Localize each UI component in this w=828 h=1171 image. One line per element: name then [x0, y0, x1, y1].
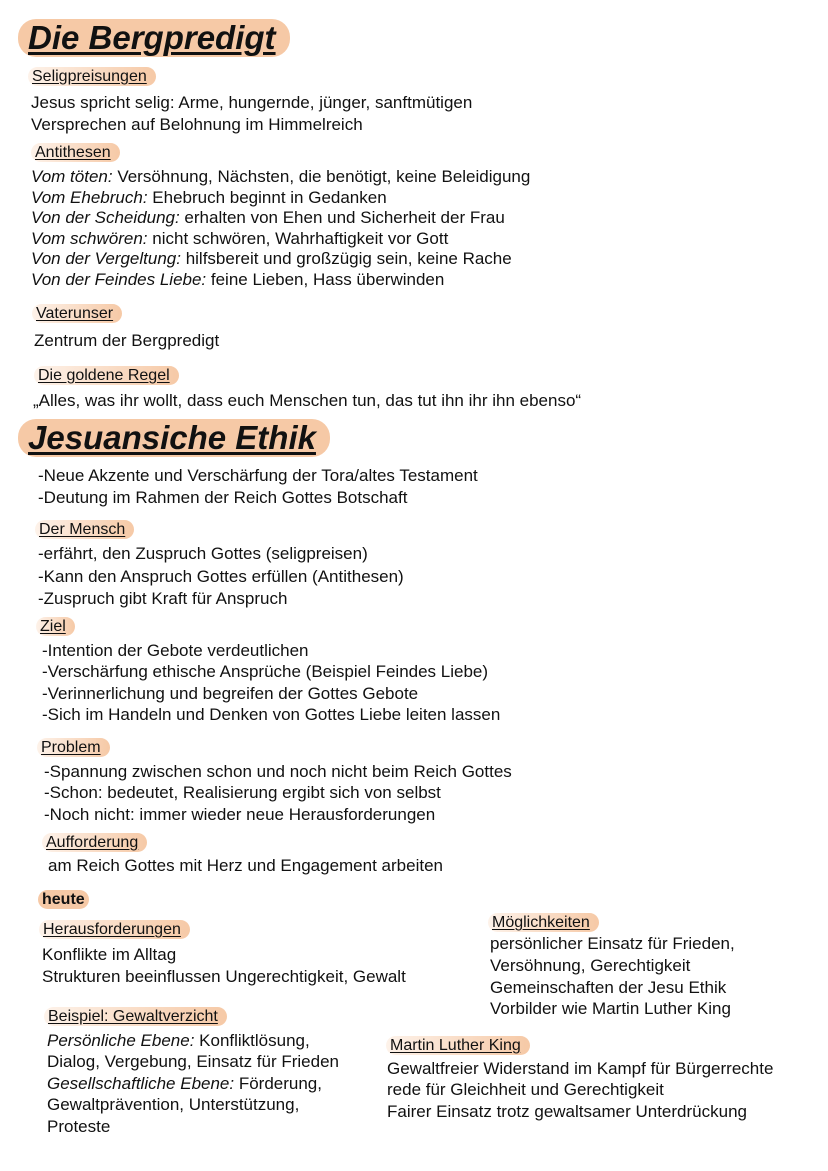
- seligpreisungen-line-1: Jesus spricht selig: Arme, hungernde, jünger, sanftmütigen: [31, 93, 473, 112]
- antithese-item: [31, 207, 505, 228]
- problem-line-1: -Spannung zwischen schon und noch nicht beim Reich Gottes: [44, 762, 512, 781]
- moeglichkeiten-line-3: Gemeinschaften der Jesu Ethik: [490, 978, 727, 997]
- heading-martin-luther-king: Martin Luther King: [386, 1036, 530, 1055]
- mlk-line-1: Gewaltfreier Widerstand im Kampf für Bürgerrechte: [387, 1059, 774, 1078]
- ziel-line-4: -Sich im Handeln und Denken von Gottes Liebe leiten lassen: [42, 705, 501, 724]
- heading-heute: heute: [38, 890, 89, 909]
- heading-seligpreisungen: Seligpreisungen: [28, 67, 156, 86]
- antithese-item: [31, 269, 444, 290]
- beispiel-line-5: Proteste: [47, 1117, 111, 1136]
- antithese-item: [31, 228, 448, 249]
- beispiel-text: Förderung,: [234, 1074, 322, 1093]
- antithese-text: feine Lieben, Hass überwinden: [206, 270, 445, 289]
- mlk-line-2: rede für Gleichheit und Gerechtigkeit: [387, 1080, 664, 1099]
- beispiel-term-persoenlich: Persönliche Ebene:: [47, 1031, 195, 1050]
- antithese-term: Vom Ehebruch:: [31, 188, 148, 207]
- ziel-line-2: -Verschärfung ethische Ansprüche (Beispiel Feindes Liebe): [42, 662, 489, 681]
- beispiel-line-2: Dialog, Vergebung, Einsatz für Frieden: [47, 1052, 340, 1071]
- heading-ziel: Ziel: [36, 617, 75, 636]
- herausforderungen-line-1: Konflikte im Alltag: [42, 945, 177, 964]
- antithese-text: Versöhnung, Nächsten, die benötigt, keine Beleidigung: [112, 167, 531, 186]
- mensch-line-1: -erfährt, den Zuspruch Gottes (seligpreisen): [38, 544, 368, 563]
- antithese-item: [31, 248, 512, 269]
- antithese-text: nicht schwören, Wahrhaftigkeit vor Gott: [147, 229, 449, 248]
- heading-der-mensch: Der Mensch: [35, 520, 134, 539]
- heading-goldene-regel: Die goldene Regel: [34, 366, 179, 385]
- antithese-item: [31, 166, 530, 187]
- ethik-line-2: -Deutung im Rahmen der Reich Gottes Botschaft: [38, 488, 408, 507]
- beispiel-text: Konfliktlösung,: [194, 1031, 310, 1050]
- antithese-item: [31, 187, 387, 208]
- beispiel-term-gesellschaftlich: Gesellschaftliche Ebene:: [47, 1074, 235, 1093]
- antithese-text: erhalten von Ehen und Sicherheit der Frau: [179, 208, 505, 227]
- beispiel-line-1: [47, 1030, 310, 1051]
- moeglichkeiten-line-2: Versöhnung, Gerechtigkeit: [490, 956, 691, 975]
- mensch-line-3: -Zuspruch gibt Kraft für Anspruch: [38, 589, 288, 608]
- ziel-line-1: -Intention der Gebote verdeutlichen: [42, 641, 309, 660]
- heading-problem: Problem: [37, 738, 110, 757]
- problem-line-3: -Noch nicht: immer wieder neue Herausforderungen: [44, 805, 436, 824]
- antithese-text: hilfsbereit und großzügig sein, keine Rache: [180, 249, 512, 268]
- antithese-text: Ehebruch beginnt in Gedanken: [147, 188, 387, 207]
- title-jesuanische-ethik: Jesuansiche Ethik: [18, 419, 330, 457]
- heading-herausforderungen: Herausforderungen: [39, 920, 190, 939]
- heading-vaterunser: Vaterunser: [32, 304, 122, 323]
- ziel-line-3: -Verinnerlichung und begreifen der Gottes Gebote: [42, 684, 419, 703]
- antithese-term: Vom töten:: [31, 167, 113, 186]
- beispiel-line-4: Gewaltprävention, Unterstützung,: [47, 1095, 300, 1114]
- mensch-line-2: -Kann den Anspruch Gottes erfüllen (Antithesen): [38, 567, 404, 586]
- goldene-regel-quote: „Alles, was ihr wollt, dass euch Menschen tun, das tut ihn ihr ihn ebenso“: [33, 391, 582, 410]
- antithese-term: Von der Scheidung:: [31, 208, 180, 227]
- vaterunser-line: Zentrum der Bergpredigt: [34, 331, 220, 350]
- heading-beispiel-gewaltverzicht: Beispiel: Gewaltverzicht: [44, 1007, 227, 1026]
- heading-moeglichkeiten: Möglichkeiten: [488, 913, 599, 932]
- antithese-term: Von der Vergeltung:: [31, 249, 181, 268]
- mlk-line-3: Fairer Einsatz trotz gewaltsamer Unterdrückung: [387, 1102, 747, 1121]
- ethik-line-1: -Neue Akzente und Verschärfung der Tora/altes Testament: [38, 466, 478, 485]
- antithese-term: Vom schwören:: [31, 229, 148, 248]
- heading-aufforderung: Aufforderung: [42, 833, 147, 852]
- aufforderung-line: am Reich Gottes mit Herz und Engagement arbeiten: [48, 856, 443, 875]
- beispiel-line-3: [47, 1073, 322, 1094]
- title-bergpredigt: Die Bergpredigt: [18, 19, 290, 57]
- moeglichkeiten-line-1: persönlicher Einsatz für Frieden,: [490, 934, 735, 953]
- problem-line-2: -Schon: bedeutet, Realisierung ergibt sich von selbst: [44, 783, 441, 802]
- heading-antithesen: Antithesen: [31, 143, 120, 162]
- moeglichkeiten-line-4: Vorbilder wie Martin Luther King: [490, 999, 731, 1018]
- antithese-term: Von der Feindes Liebe:: [31, 270, 207, 289]
- herausforderungen-line-2: Strukturen beeinflussen Ungerechtigkeit, Gewalt: [42, 967, 406, 986]
- seligpreisungen-line-2: Versprechen auf Belohnung im Himmelreich: [31, 115, 363, 134]
